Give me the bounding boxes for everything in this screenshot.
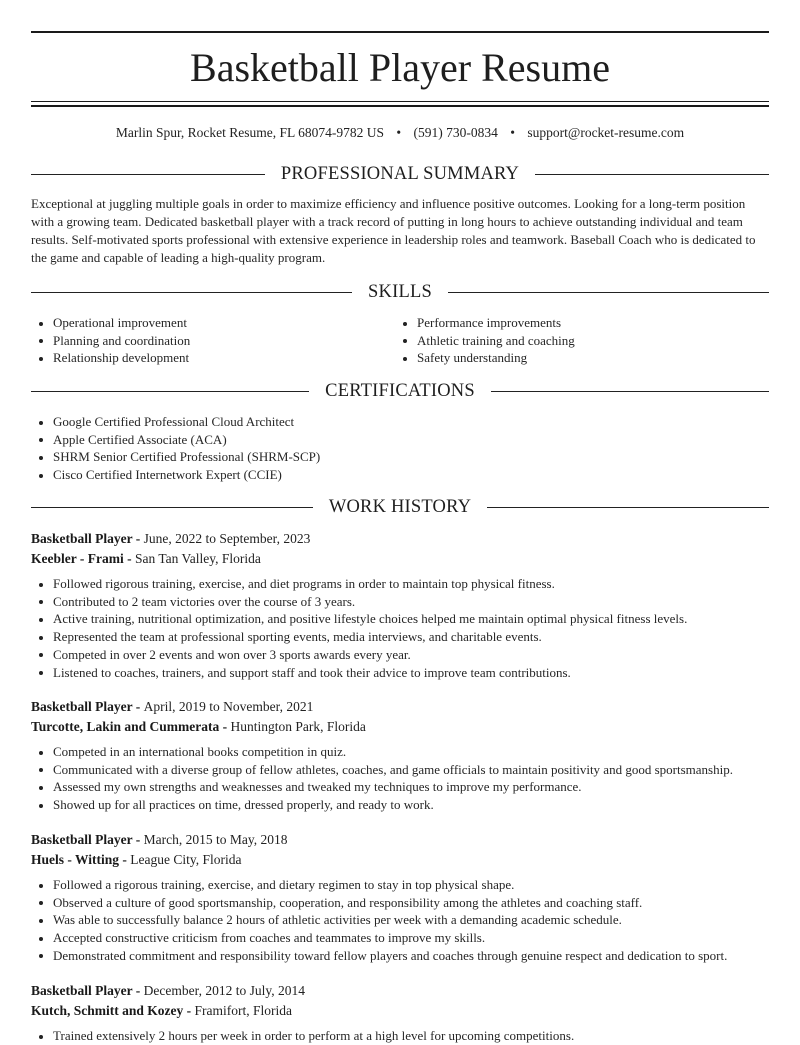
job-title: Basketball Player	[31, 983, 133, 998]
job-bullet: Was able to successfully balance 2 hours of athletic activities per week with a demanding academic schedule.	[31, 911, 769, 929]
certification-item: Cisco Certified Internetwork Expert (CCIE)	[31, 466, 769, 484]
dash: -	[123, 551, 135, 566]
section-heading-summary	[31, 163, 769, 185]
skills-list	[31, 314, 769, 367]
job-company-line	[31, 1001, 769, 1021]
heading-rule-left	[31, 391, 309, 392]
job-entry	[31, 529, 769, 681]
job-title: Basketball Player	[31, 531, 133, 546]
job-bullet: Trained extensively 2 hours per week in order to perform at a high level for upcoming competitions.	[31, 1027, 769, 1045]
dash: -	[132, 699, 144, 714]
job-bullets	[31, 743, 769, 814]
job-company-line	[31, 549, 769, 569]
section-title: WORK HISTORY	[328, 497, 472, 517]
job-bullet: Represented the team at professional sporting events, media interviews, and charitable events.	[31, 628, 769, 646]
bullet-separator: •	[510, 125, 516, 140]
job-bullet: Listened to coaches, trainers, and support staff and took their advice to improve team contributions.	[31, 664, 769, 682]
job-company: Kutch, Schmitt and Kozey	[31, 1003, 184, 1018]
section-heading-work-history	[31, 496, 769, 518]
heading-rule-right	[491, 391, 769, 392]
section-title: SKILLS	[368, 282, 432, 302]
job-bullet: Followed a rigorous training, exercise, and dietary regimen to stay in top physical shape.	[31, 876, 769, 894]
certifications-list	[31, 413, 769, 484]
job-title: Basketball Player	[31, 832, 133, 847]
heading-rule-right	[448, 292, 769, 293]
job-bullet: Competed in an international books competition in quiz.	[31, 743, 769, 761]
heading-rule-right	[487, 507, 769, 508]
contact-line	[31, 124, 769, 142]
job-bullets	[31, 876, 769, 965]
dash: -	[132, 832, 144, 847]
job-location: Huntington Park, Florida	[230, 719, 366, 734]
heading-rule-left	[31, 174, 265, 175]
contact-address: Marlin Spur, Rocket Resume, FL 68074-9782 US	[115, 125, 385, 140]
heading-rule-left	[31, 507, 313, 508]
certification-item: Google Certified Professional Cloud Architect	[31, 413, 769, 431]
job-location: Framifort, Florida	[194, 1003, 293, 1018]
skill-item: Relationship development	[31, 349, 395, 367]
skills-column-left	[31, 314, 395, 367]
skills-column-right	[395, 314, 759, 367]
skill-item: Operational improvement	[31, 314, 395, 332]
job-bullet: Contributed to 2 team victories over the course of 3 years.	[31, 593, 769, 611]
dash: -	[132, 531, 144, 546]
job-role-line	[31, 697, 769, 717]
job-location: League City, Florida	[130, 852, 242, 867]
job-role-line	[31, 981, 769, 1001]
dash: -	[219, 719, 231, 734]
skill-item: Planning and coordination	[31, 332, 395, 350]
section-title: PROFESSIONAL SUMMARY	[280, 164, 520, 184]
title-rule-thick	[31, 105, 769, 107]
section-title: CERTIFICATIONS	[325, 381, 475, 401]
job-bullet: Active training, nutritional optimization, and positive lifestyle choices helped me maintain optimal physical fitness levels.	[31, 610, 769, 628]
title-rule-thin	[31, 101, 769, 102]
contact-phone: (591) 730-0834	[413, 125, 498, 140]
job-bullets	[31, 575, 769, 681]
heading-rule-left	[31, 292, 352, 293]
job-bullet: Communicated with a diverse group of fellow athletes, coaches, and game officials to maintain positivity and good sportsmanship.	[31, 761, 769, 779]
contact-email: support@rocket-resume.com	[527, 125, 685, 140]
job-bullet: Assessed my own strengths and weaknesses and tweaked my techniques to improve my performance.	[31, 778, 769, 796]
job-company: Huels - Witting	[31, 852, 120, 867]
job-bullets	[31, 1027, 769, 1045]
job-company-line	[31, 850, 769, 870]
top-rule	[31, 31, 769, 33]
job-dates: June, 2022 to September, 2023	[143, 531, 311, 546]
summary-text: Exceptional at juggling multiple goals in order to maximize efficiency and influence positive outcomes. Looking for a long-term position with a growing team. Dedicated basketball player with a track record of putting in long hours to achieve outstanding individual and team results. Self-motivated sports professional with extensive experience in leadership roles and teamwork. Baseball Coach who is dedicated to the game and capable of leading a high-quality program.	[31, 196, 756, 265]
job-bullet: Demonstrated commitment and responsibility toward fellow players and coaches through genuine respect and dedication to sport.	[31, 947, 769, 965]
job-title: Basketball Player	[31, 699, 133, 714]
job-bullet: Followed rigorous training, exercise, and diet programs in order to maintain top physical fitness.	[31, 575, 769, 593]
job-entry	[31, 697, 769, 814]
resume-title: Basketball Player Resume	[190, 45, 610, 90]
job-dates: December, 2012 to July, 2014	[143, 983, 305, 998]
dash: -	[119, 852, 131, 867]
job-role-line	[31, 830, 769, 850]
job-entry	[31, 830, 769, 965]
job-bullet: Showed up for all practices on time, dressed properly, and ready to work.	[31, 796, 769, 814]
dash: -	[132, 983, 144, 998]
certification-item: SHRM Senior Certified Professional (SHRM-SCP)	[31, 448, 769, 466]
job-dates: March, 2015 to May, 2018	[143, 832, 288, 847]
job-company-line	[31, 717, 769, 737]
job-role-line	[31, 529, 769, 549]
heading-rule-right	[535, 174, 769, 175]
job-bullet: Competed in over 2 events and won over 3 sports awards every year.	[31, 646, 769, 664]
skill-item: Athletic training and coaching	[395, 332, 759, 350]
job-company: Keebler - Frami	[31, 551, 124, 566]
section-heading-skills	[31, 281, 769, 303]
job-dates: April, 2019 to November, 2021	[143, 699, 314, 714]
section-heading-certifications	[31, 380, 769, 402]
job-bullet: Accepted constructive criticism from coaches and teammates to improve my skills.	[31, 929, 769, 947]
job-entry	[31, 981, 769, 1045]
skill-item: Safety understanding	[395, 349, 759, 367]
skill-item: Performance improvements	[395, 314, 759, 332]
certification-item: Apple Certified Associate (ACA)	[31, 431, 769, 449]
job-bullet: Observed a culture of good sportsmanship, cooperation, and responsibility among the athletes and coaching staff.	[31, 894, 769, 912]
job-company: Turcotte, Lakin and Cummerata	[31, 719, 220, 734]
bullet-separator: •	[396, 125, 402, 140]
job-location: San Tan Valley, Florida	[134, 551, 261, 566]
dash: -	[183, 1003, 195, 1018]
